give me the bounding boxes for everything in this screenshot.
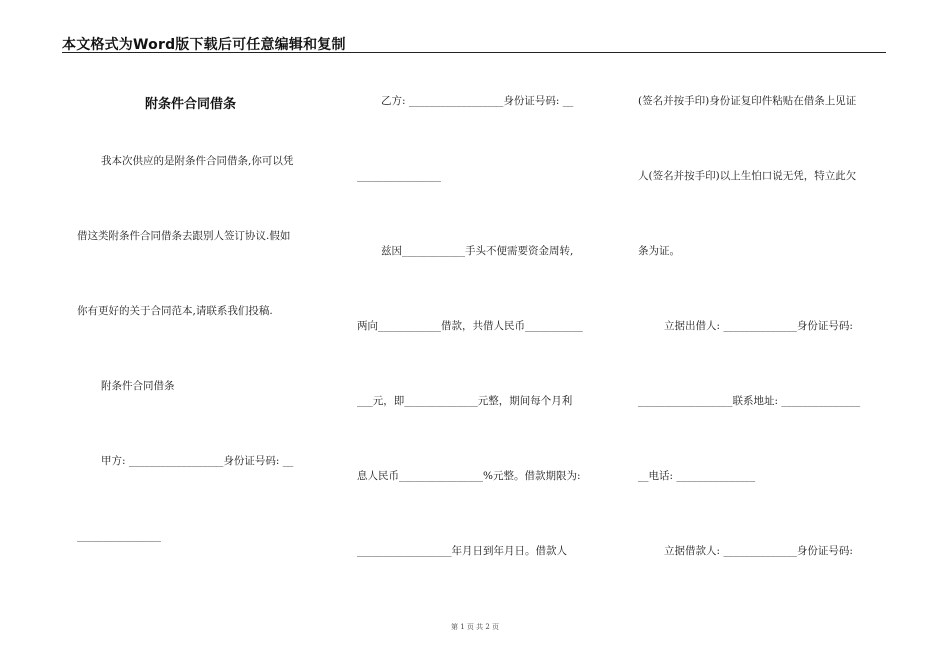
col3-line-4: 立据出借人: ______________身份证号码:: [664, 320, 853, 332]
header-title: 本文格式为Word版下载后可任意编辑和复制: [62, 37, 346, 53]
col3-line-1: (签名并按手印)身份证复印件粘贴在借条上见证: [638, 95, 857, 107]
col1-line-4: 附条件合同借条: [101, 380, 175, 392]
col2-line-3: 兹因____________手头不便需要资金周转,: [381, 245, 574, 257]
document-title: 附条件合同借条: [145, 97, 237, 112]
col1-line-1: 我本次供应的是附条件合同借条,你可以凭: [101, 155, 294, 167]
col2-line-2: ________________: [357, 170, 441, 182]
col1-line-3: 你有更好的关于合同范本,请联系我们投稿.: [77, 305, 273, 317]
col2-line-1: 乙方: __________________身份证号码: __: [381, 95, 574, 107]
header-rule: [62, 52, 886, 53]
page-footer: 第 1 页 共 2 页: [450, 623, 500, 631]
col3-line-5: __________________联系地址: _______________: [638, 395, 861, 407]
col1-line-5: 甲方: __________________身份证号码: __: [101, 455, 294, 467]
col1-line-2: 借这类附条件合同借条去跟别人签订协议.假如: [77, 230, 291, 242]
col2-line-7: __________________年月日到年月日。借款人: [357, 545, 567, 557]
col3-line-3: 条为证。: [638, 245, 680, 257]
col3-line-6: __电话: _______________: [638, 470, 756, 482]
col3-line-7: 立据借款人: ______________身份证号码:: [664, 545, 853, 557]
col3-line-2: 人(签名并按手印)以上生怕口说无凭，特立此欠: [638, 170, 857, 182]
col2-line-5: ___元，即______________元整，期间每个月利: [357, 395, 573, 407]
col1-line-6: ________________: [77, 530, 161, 542]
col2-line-4: 两向____________借款，共借人民币___________: [357, 320, 583, 332]
col2-line-6: 息人民币________________%元整。借款期限为:: [357, 470, 581, 482]
